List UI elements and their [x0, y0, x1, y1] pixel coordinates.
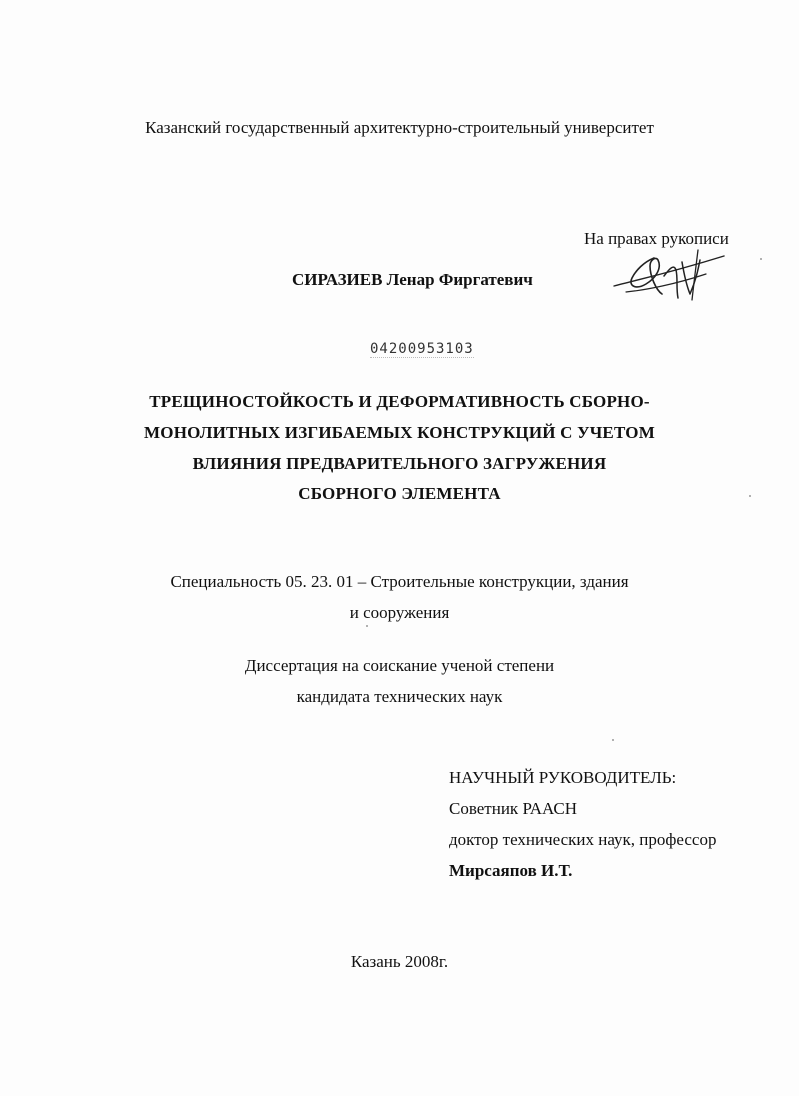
- scan-speck: [760, 258, 762, 260]
- author-name: СИРАЗИЕВ Ленар Фиргатевич: [292, 270, 533, 289]
- handwritten-signature: [606, 240, 736, 310]
- dissertation-line-2: кандидата технических наук: [296, 687, 503, 706]
- scan-speck: [612, 739, 614, 741]
- supervisor-heading: НАУЧНЫЙ РУКОВОДИТЕЛЬ:: [449, 768, 677, 787]
- dissertation-line-1: Диссертация на соискание ученой степени: [244, 656, 555, 675]
- title-line-4: СБОРНОГО ЭЛЕМЕНТА: [298, 484, 501, 503]
- specialty-line-1: Специальность 05. 23. 01 – Строительные конструкции, здания: [170, 572, 629, 591]
- supervisor-title: Советник РААСН: [449, 799, 578, 818]
- registration-number: 04200953103: [370, 341, 474, 357]
- title-line-2: МОНОЛИТНЫХ ИЗГИБАЕМЫХ КОНСТРУКЦИЙ С УЧЕТОМ: [144, 423, 655, 442]
- specialty-line-2: и сооружения: [349, 603, 450, 622]
- supervisor-degree: доктор технических наук, профессор: [449, 830, 717, 849]
- supervisor-name: Мирсаяпов И.Т.: [449, 861, 573, 880]
- title-line-3: ВЛИЯНИЯ ПРЕДВАРИТЕЛЬНОГО ЗАГРУЖЕНИЯ: [192, 454, 607, 473]
- university-name: Казанский государственный архитектурно-строительный университет: [145, 118, 654, 137]
- title-line-1: ТРЕЩИНОСТОЙКОСТЬ И ДЕФОРМАТИВНОСТЬ СБОРНО-: [149, 392, 650, 411]
- scan-speck: [366, 625, 368, 627]
- scan-speck: [749, 495, 751, 497]
- manuscript-rights-note: На правах рукописи: [584, 229, 729, 248]
- city-year: Казань 2008г.: [350, 952, 449, 971]
